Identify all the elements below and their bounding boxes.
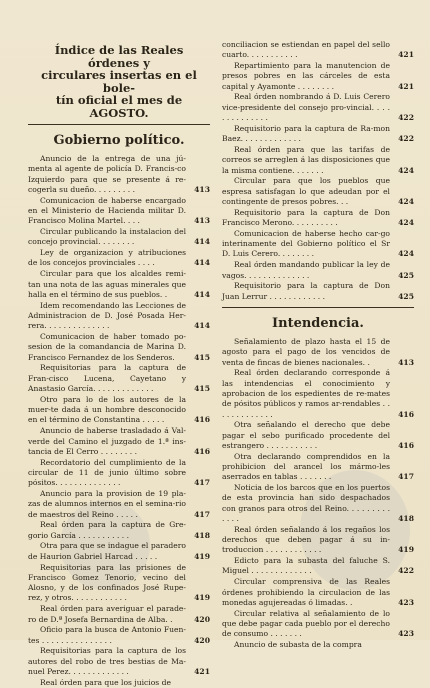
entry-text: Otra para que se indague el paradero de Haurion Gabriel Harcad . . . . . xyxy=(28,541,186,561)
entry-page-number: 415 xyxy=(194,352,210,362)
entry-text: Requisitorio para la captura de Don Juan Lerrur . . . . . . . . . . . . xyxy=(222,281,390,301)
right-column xyxy=(222,40,414,650)
heading-line: Índice de las Reales órdenes y xyxy=(54,43,184,70)
entry-page-number: 423 xyxy=(398,597,414,607)
index-entry xyxy=(222,61,414,92)
entry-page-number: 421 xyxy=(398,81,414,91)
entry-text: Oficio para la busca de Antonio Fuen-tes . . . . . . . . . . . . . . . xyxy=(28,625,186,645)
entry-page-number: 419 xyxy=(398,545,414,555)
entry-page-number: 419 xyxy=(194,551,210,561)
index-entry xyxy=(222,609,414,640)
entry-page-number: 417 xyxy=(194,478,210,488)
entry-page-number: 416 xyxy=(398,409,414,419)
entry-page-number: 414 xyxy=(194,237,210,247)
index-entry xyxy=(222,368,414,419)
entry-page-number: 424 xyxy=(398,249,414,259)
entry-page-number: 424 xyxy=(398,218,414,228)
entry-text: Requisitorias para la captura de Fran-cisco Lucena, Cayetano y Anastasio García. . . . . . . . . . . . . xyxy=(28,363,186,394)
index-entry xyxy=(222,420,414,451)
entry-page-number: 418 xyxy=(194,530,210,540)
entry-text: Requisitorias para las prisiones de Francisco Gomez Tenorio, vecino del Alosno, y de los confinados José Rupe-rez, y otros. . . . . . . . . . . . xyxy=(28,562,186,603)
entry-text: Real órden nombrando á D. Luis Cerero vice-presidente del consejo pro-vincial. . . . . . . . . . . . . . xyxy=(222,92,390,123)
entry-page-number: 416 xyxy=(194,446,210,456)
entry-page-number: 413 xyxy=(194,184,210,194)
entry-text: Otro para lo de los autores de la muer-te dada á un hombre desconocido en el término de Constantina . . . . . xyxy=(28,394,186,425)
index-entry xyxy=(28,678,210,688)
entry-list-right-gobierno xyxy=(222,40,414,302)
left-column xyxy=(28,40,210,687)
index-entry xyxy=(28,269,210,300)
entry-text: Requisitorias para la captura de los autores del robo de tres bestias de Ma-nuel Perez. . . . . . . . . . . . . xyxy=(28,646,186,677)
index-entry xyxy=(222,40,414,61)
entry-text: Anuncio de la entrega de una jú-menta al agente de policía D. Francis-co Izquierdo para que se presente á re-cogerla su dueño. . . . . . . . . xyxy=(28,154,186,194)
entry-text: Real órden para que las tarifas de correos se arreglen á las disposiciones que la misma contiene. . . . . . . xyxy=(222,144,390,175)
index-entry xyxy=(222,556,414,577)
entry-text: Anuncio para la provision de 19 pla-zas de alumnos internos en el semina-rio de maestros del Reino . . . . . xyxy=(28,489,186,519)
entry-text: Idem recomendando las Lecciones de Administracion de D. José Posada Her-rera. . . . . . . . . . . . . . xyxy=(28,300,186,331)
entry-text: Real órden declarando corresponde á las intendencias el conocimiento y aprobacion de los espedientes de re-mates de pósitos públicos y ramos ar-rendables . . . . . . . . . . . . . xyxy=(222,368,390,419)
index-entry xyxy=(222,525,414,556)
entry-text: Comunicacion de haber tomado po-sesion de la comandancia de Marina D. Francisco Fernandez de los Senderos. xyxy=(28,332,186,362)
index-entry xyxy=(28,541,210,562)
index-entry xyxy=(28,426,210,457)
index-entry xyxy=(28,196,210,227)
index-entry xyxy=(28,248,210,269)
entry-page-number: 421 xyxy=(194,667,210,677)
entry-page-number: 417 xyxy=(194,509,210,519)
entry-text: Real órden señalando á los regaños los derechos que deben pagar á su in-troduccion . . . . . . . . . . . . xyxy=(222,524,390,555)
entry-page-number: 422 xyxy=(398,113,414,123)
two-column-layout xyxy=(28,40,416,687)
index-entry xyxy=(28,395,210,426)
entry-page-number: 419 xyxy=(194,593,210,603)
index-entry xyxy=(28,301,210,332)
entry-text: Circular publicando la instalacion del concejo provincial. . . . . . . . xyxy=(28,227,186,247)
index-entry xyxy=(222,452,414,483)
index-heading xyxy=(28,44,210,119)
entry-page-number: 424 xyxy=(398,165,414,175)
entry-text: Requisitorio para la captura de Don Francisco Merono. . . . . . . . . . xyxy=(222,207,390,228)
index-entry xyxy=(222,145,414,176)
index-entry xyxy=(222,260,414,281)
index-entry xyxy=(222,124,414,145)
entry-text: Comunicacion de haberse hecho car-go interinamente del Gobierno político el Sr D. Luis Cerero. . . . . . . . xyxy=(222,228,390,259)
index-entry xyxy=(28,604,210,625)
entry-text: Circular comprensiva de las Reales órdenes prohibiendo la circulacion de las monedas agujereadas ó limadas. . xyxy=(222,577,390,607)
heading-line: circulares insertas en el bole- xyxy=(41,68,197,95)
index-entry xyxy=(222,229,414,260)
entry-text: Anuncio de subasta de la compra xyxy=(234,640,362,650)
heading-line: tín oficial el mes de AGOSTO. xyxy=(55,93,183,120)
entry-page-number: 421 xyxy=(398,50,414,60)
entry-page-number: 425 xyxy=(398,291,414,301)
index-entry xyxy=(28,489,210,520)
index-entry xyxy=(28,154,210,195)
index-entry xyxy=(222,176,414,207)
entry-text: Repartimiento para la manutencion de presos pobres en las cárceles de esta capital y Ayamonte . . . . . . . . xyxy=(222,61,390,91)
index-entry xyxy=(222,483,414,524)
entry-text: Noticia de los barcos que en los puertos de esta provincia han sido despachados con granos para otros del Reino. . . . . . . . . . . . . xyxy=(222,483,390,523)
entry-text: Otra señalando el derecho que debe pagar el sebo purificado procedente del estrangero . . . . . . . . . . . xyxy=(222,420,390,450)
entry-text: Circular relativa al señalamiento de lo que debe pagar cada pueblo por el derecho de consumo . . . . . . . xyxy=(222,608,390,639)
index-entry xyxy=(28,563,210,604)
index-entry xyxy=(28,332,210,363)
index-entry xyxy=(28,363,210,394)
entry-text: Real órden para la captura de Gre-gorio García . . . . . . . . . . . xyxy=(28,520,186,540)
entry-page-number: 422 xyxy=(398,566,414,576)
entry-text: Real órden para averiguar el parade-ro de D.ª Josefa Bernardina de Alba. . xyxy=(28,604,186,624)
index-entry xyxy=(222,92,414,123)
entry-text: Circular para que los alcaldes remi-tan una nota de las aguas minerales que halla en el término de sus pueblos. . xyxy=(28,269,186,299)
entry-text: Ley de organizacion y atribuciones de los concejos provinciales . . . . xyxy=(28,248,186,268)
entry-page-number: 420 xyxy=(194,614,210,624)
index-entry xyxy=(28,458,210,489)
entry-text: Real órden mandando publicar la ley de vagos. . . . . . . . . . . . . . xyxy=(222,260,390,280)
entry-page-number: 420 xyxy=(194,635,210,645)
entry-list-right-intendencia xyxy=(222,337,414,650)
entry-text: Edicto para la subasta del faluche S. Miguel . . . . . . . . . . . . . xyxy=(222,556,390,576)
entry-text: Real órden para que los juicios de xyxy=(40,677,171,687)
index-entry xyxy=(28,227,210,248)
index-entry xyxy=(222,208,414,229)
entry-page-number: 424 xyxy=(398,196,414,206)
index-entry xyxy=(28,520,210,541)
entry-page-number: 423 xyxy=(398,629,414,639)
entry-page-number: 422 xyxy=(398,134,414,144)
index-entry xyxy=(28,625,210,646)
entry-text: conciliacion se estiendan en papel del sello cuarto. . . . . . . . . . . xyxy=(222,40,390,60)
entry-page-number: 415 xyxy=(194,384,210,394)
entry-page-number: 417 xyxy=(398,472,414,482)
entry-page-number: 413 xyxy=(194,216,210,226)
entry-page-number: 414 xyxy=(194,258,210,268)
entry-page-number: 425 xyxy=(398,270,414,280)
entry-list-left xyxy=(28,154,210,688)
index-entry xyxy=(222,337,414,368)
index-entry xyxy=(222,281,414,302)
entry-text: Anuncio de haberse trasladado á Val-verde del Camino el juzgado de 1.ª ins-tancia de El Cerro . . . . . . . . xyxy=(28,426,186,456)
entry-text: Otra declarando comprendidos en la prohibicion del arancel los mármo-les aserrados en tablas . . . . . . . xyxy=(222,451,390,482)
entry-page-number: 418 xyxy=(398,513,414,523)
section-title-gobierno: Gobierno político. xyxy=(53,133,185,148)
entry-page-number: 414 xyxy=(194,289,210,299)
entry-text: Recordatorio del cumplimiento de la circular de 11 de junio último sobre pósitos. . . . . . . . . . . . . . xyxy=(28,457,186,488)
entry-page-number: 413 xyxy=(398,357,414,367)
entry-page-number: 416 xyxy=(194,415,210,425)
entry-page-number: 414 xyxy=(194,321,210,331)
index-entry xyxy=(222,577,414,608)
divider xyxy=(222,307,414,308)
entry-text: Comunicacion de haberse encargado en el Ministerio de Hacienda militar D. Francisco Molina Martel. . . . xyxy=(28,195,186,226)
index-entry xyxy=(222,640,414,650)
entry-page-number: 416 xyxy=(398,440,414,450)
entry-text: Circular para que los pueblos que espresa satisfagan lo que adeudan por el contingente de presos pobres. . . xyxy=(222,176,390,206)
section-title-intendencia: Intendencia. xyxy=(272,315,364,331)
divider xyxy=(28,124,210,125)
entry-text: Señalamiento de plazo hasta el 15 de agosto para el pago de los vencidos de venta de fincas de bienes nacionales. . xyxy=(222,336,390,367)
entry-text: Requisitorio para la captura de Ra-mon Baez. . . . . . . . . . . . . xyxy=(222,123,390,144)
index-entry xyxy=(28,646,210,677)
